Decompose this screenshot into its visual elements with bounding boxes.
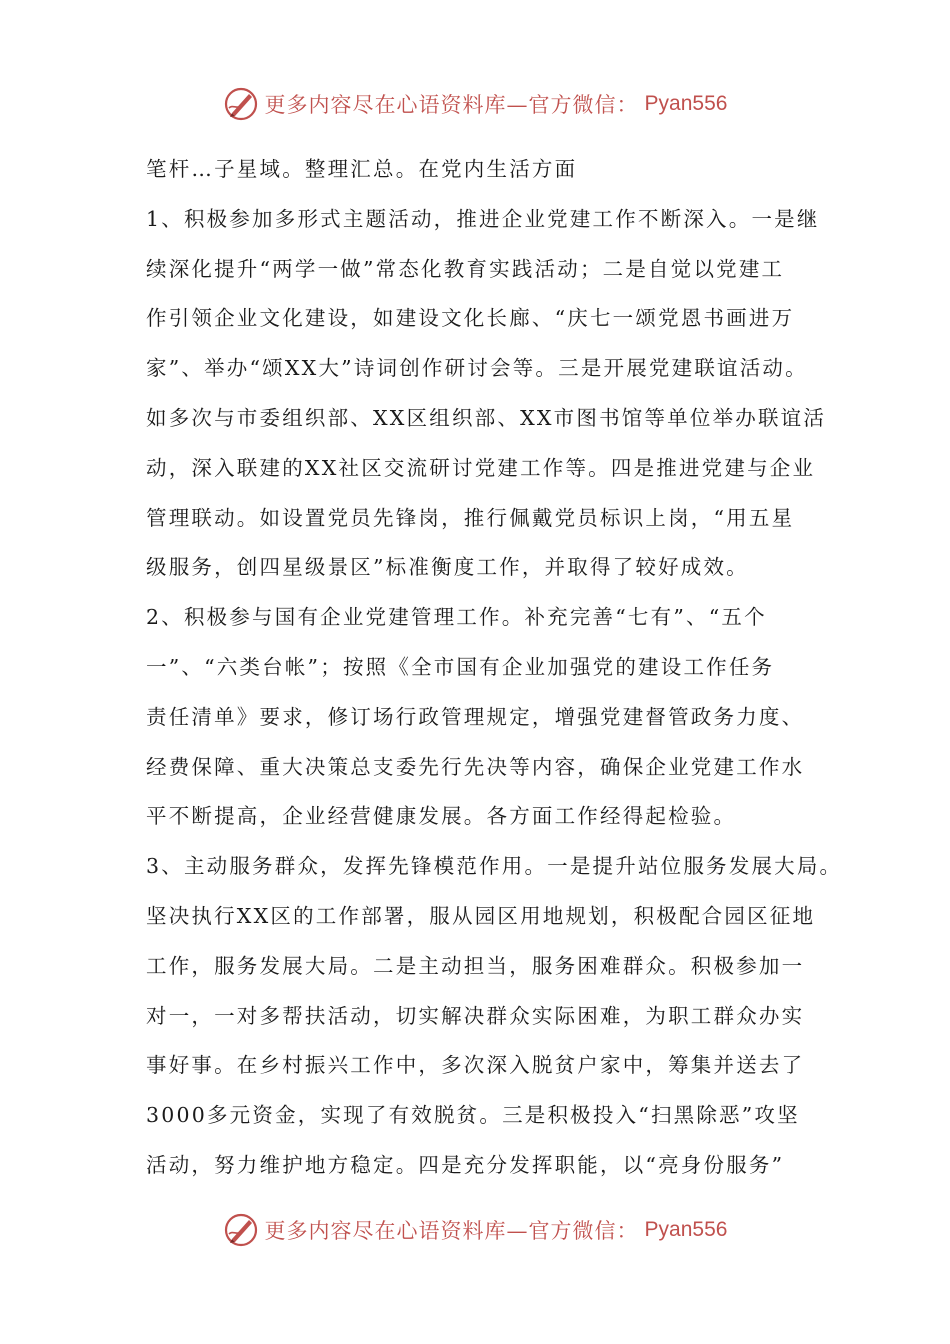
body-line: 活动，努力维护地方稳定。四是充分发挥职能，以“亮身份服务” — [146, 1152, 785, 1177]
header-watermark — [0, 84, 950, 124]
body-line: 一”、“六类台帐”；按照《全市国有企业加强党的建设工作任务 — [146, 654, 775, 679]
body-line: 级服务，创四星级景区”标准衡度工作，并取得了较好成效。 — [146, 555, 749, 580]
document-body — [146, 145, 843, 1191]
body-line: 经费保障、重大决策总支委先行先决等内容，确保企业党建工作水 — [146, 754, 805, 779]
body-line: 如多次与市委组织部、XX区组织部、XX市图书馆等单位举办联谊活 — [146, 405, 827, 430]
watermark-wechat-id: Pyan556 — [644, 92, 728, 115]
body-line: 管理联动。如设置党员先锋岗，推行佩戴党员标识上岗，“用五星 — [146, 505, 795, 530]
body-line: 家”、举办“颂XX大”诗词创作研讨会等。三是开展党建联谊活动。 — [146, 356, 808, 381]
body-line: 2、积极参与国有企业党建管理工作。补充完善“七有”、“五个 — [146, 605, 767, 630]
pen-logo-icon — [223, 86, 259, 122]
body-line: 平不断提高，企业经营健康发展。各方面工作经得起检验。 — [146, 804, 737, 829]
body-line: 1、积极参加多形式主题活动，推进企业党建工作不断深入。一是继 — [146, 206, 820, 231]
body-line: 笔杆…子星域。整理汇总。在党内生活方面 — [146, 157, 578, 181]
body-line: 作引领企业文化建设，如建设文化长廊、“庆七一颂党恩书画进万 — [146, 306, 795, 331]
body-line: 对一，一对多帮扶活动，切实解决群众实际困难，为职工群众办实 — [146, 1003, 805, 1028]
body-line: 动，深入联建的XX社区交流研讨党建工作等。四是推进党建与企业 — [146, 455, 816, 480]
watermark-text: 更多内容尽在心语资料库—官方微信： — [264, 1219, 639, 1243]
pen-logo-icon — [223, 1212, 259, 1248]
watermark-text: 更多内容尽在心语资料库—官方微信： — [264, 93, 639, 117]
body-line: 3000多元资金，实现了有效脱贫。三是积极投入“扫黑除恶”攻坚 — [146, 1103, 800, 1128]
body-line: 3、主动服务群众，发挥先锋模范作用。一是提升站位服务发展大局。 — [146, 854, 843, 879]
body-line: 责任清单》要求，修订场行政管理规定，增强党建督管政务力度、 — [146, 704, 805, 729]
body-line: 坚决执行XX区的工作部署，服从园区用地规划，积极配合园区征地 — [146, 903, 816, 928]
footer-watermark — [0, 1210, 950, 1250]
body-line: 续深化提升“两学一做”常态化教育实践活动；二是自觉以党建工 — [146, 256, 785, 281]
body-line: 工作，服务发展大局。二是主动担当，服务困难群众。积极参加一 — [146, 953, 805, 978]
watermark-wechat-id: Pyan556 — [644, 1218, 728, 1241]
body-line: 事好事。在乡村振兴工作中，多次深入脱贫户家中，筹集并送去了 — [146, 1053, 805, 1078]
